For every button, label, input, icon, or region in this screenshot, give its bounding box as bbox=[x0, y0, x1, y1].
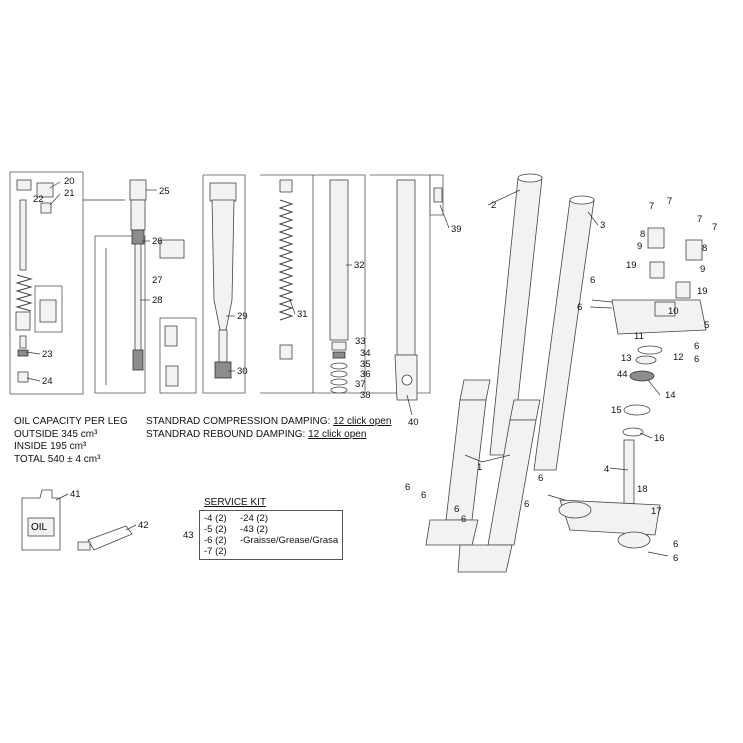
callout-6f: 6 bbox=[524, 499, 530, 510]
callout-18: 18 bbox=[637, 484, 648, 495]
callout-2: 2 bbox=[491, 200, 497, 211]
oil-capacity-title: OIL CAPACITY PER LEG bbox=[14, 416, 128, 427]
spring-31 bbox=[280, 180, 292, 359]
callout-6c: 6 bbox=[694, 341, 700, 352]
callout-19a: 19 bbox=[626, 260, 637, 271]
callout-22: 22 bbox=[33, 194, 44, 205]
oil-capacity-total: TOTAL 540 ± 4 cm³ bbox=[14, 453, 101, 465]
bottom-triple-clamp bbox=[548, 440, 668, 556]
kit-item-right-3: -Graisse/Grease/Grasa bbox=[240, 535, 339, 546]
callout-25: 25 bbox=[159, 186, 170, 197]
callout-6b: 6 bbox=[577, 302, 583, 313]
callout-38: 38 bbox=[360, 390, 371, 401]
top-triple-clamp bbox=[590, 228, 706, 436]
callout-23: 23 bbox=[42, 349, 53, 360]
compression-damping-line bbox=[146, 416, 391, 429]
kit-item-left-1: -4 (2) bbox=[204, 513, 227, 524]
callout-6l: 6 bbox=[461, 514, 467, 525]
callout-7d: 7 bbox=[712, 222, 718, 233]
callout-40: 40 bbox=[408, 417, 419, 428]
callout-6h: 6 bbox=[673, 553, 679, 564]
callout-17: 17 bbox=[651, 506, 662, 517]
callout-9a: 9 bbox=[637, 241, 643, 252]
callout-11: 11 bbox=[634, 331, 644, 342]
callout-6k: 6 bbox=[454, 504, 460, 515]
damping-block bbox=[146, 416, 391, 441]
callout-8a: 8 bbox=[640, 229, 646, 240]
callout-27: 27 bbox=[152, 275, 163, 286]
callout-24: 24 bbox=[42, 376, 53, 387]
rebound-damping-line bbox=[146, 429, 391, 442]
callout-14: 14 bbox=[665, 390, 676, 401]
callout-29: 29 bbox=[237, 311, 248, 322]
kit-item-right-2: -43 (2) bbox=[240, 524, 268, 535]
compression-damping-value: 12 click open bbox=[333, 416, 392, 427]
rebound-damping-value: 12 click open bbox=[308, 428, 367, 440]
grease-tube-42 bbox=[78, 526, 132, 550]
callout-31: 31 bbox=[297, 309, 308, 320]
callout-37: 37 bbox=[355, 379, 366, 390]
callout-12: 12 bbox=[673, 352, 684, 363]
callout-10: 10 bbox=[668, 306, 679, 317]
callout-8b: 8 bbox=[702, 243, 708, 254]
callout-6d: 6 bbox=[694, 354, 700, 365]
callout-32: 32 bbox=[354, 260, 365, 271]
callout-30: 30 bbox=[237, 366, 248, 377]
callout-7a: 7 bbox=[649, 201, 655, 212]
fork-tube-left bbox=[426, 174, 542, 545]
oil-bottle-label: OIL bbox=[31, 522, 48, 533]
callout-35: 35 bbox=[360, 359, 371, 370]
kit-item-left-2: -5 (2) bbox=[204, 524, 227, 535]
callout-13: 13 bbox=[621, 353, 632, 364]
damper-rod-29 bbox=[210, 183, 236, 378]
service-kit-box bbox=[199, 510, 343, 560]
callout-33: 33 bbox=[355, 336, 366, 347]
oil-bottle-41 bbox=[22, 490, 60, 550]
rebound-damping-label: STANDRAD REBOUND DAMPING: bbox=[146, 428, 306, 440]
inner-tube-32 bbox=[330, 180, 348, 393]
callout-21: 21 bbox=[64, 188, 75, 199]
callout-6j: 6 bbox=[421, 490, 427, 501]
fork-leg-40 bbox=[395, 180, 442, 400]
kit-item-right-1: -24 (2) bbox=[240, 513, 268, 524]
callout-42: 42 bbox=[138, 520, 149, 531]
callout-34: 34 bbox=[360, 348, 371, 359]
callout-6i: 6 bbox=[405, 482, 411, 493]
callout-4: 4 bbox=[604, 464, 610, 475]
oil-capacity-outside: OUTSIDE 345 cm³ bbox=[14, 428, 98, 440]
callout-6e: 6 bbox=[538, 473, 544, 484]
callout-44: 44 bbox=[617, 369, 628, 380]
callout-20: 20 bbox=[64, 176, 75, 187]
callout-19b: 19 bbox=[697, 286, 708, 297]
callout-1: 1 bbox=[477, 462, 483, 473]
callout-6g: 6 bbox=[673, 539, 679, 550]
service-kit-heading: SERVICE KIT bbox=[204, 497, 267, 508]
callout-26: 26 bbox=[152, 236, 163, 247]
callout-43: 43 bbox=[183, 530, 194, 541]
oil-capacity-inside: INSIDE 195 cm³ bbox=[14, 441, 87, 452]
callout-36: 36 bbox=[360, 369, 371, 380]
service-kit-title bbox=[204, 497, 266, 510]
callout-7c: 7 bbox=[697, 214, 703, 225]
callout-15: 15 bbox=[611, 405, 622, 416]
kit-item-left-4: -7 (2) bbox=[204, 546, 227, 557]
oil-capacity-block bbox=[14, 416, 128, 466]
callout-16: 16 bbox=[654, 433, 665, 444]
callout-9b: 9 bbox=[700, 264, 706, 275]
callout-6a: 6 bbox=[590, 275, 596, 286]
callout-41: 41 bbox=[70, 489, 81, 500]
callout-5: 5 bbox=[704, 320, 710, 331]
callout-7b: 7 bbox=[667, 196, 673, 207]
callout-3: 3 bbox=[600, 220, 606, 231]
compression-damping-label: STANDRAD COMPRESSION DAMPING: bbox=[146, 416, 331, 427]
kit-item-left-3: -6 (2) bbox=[204, 535, 227, 546]
callout-28: 28 bbox=[152, 295, 163, 306]
callout-39: 39 bbox=[451, 224, 462, 235]
